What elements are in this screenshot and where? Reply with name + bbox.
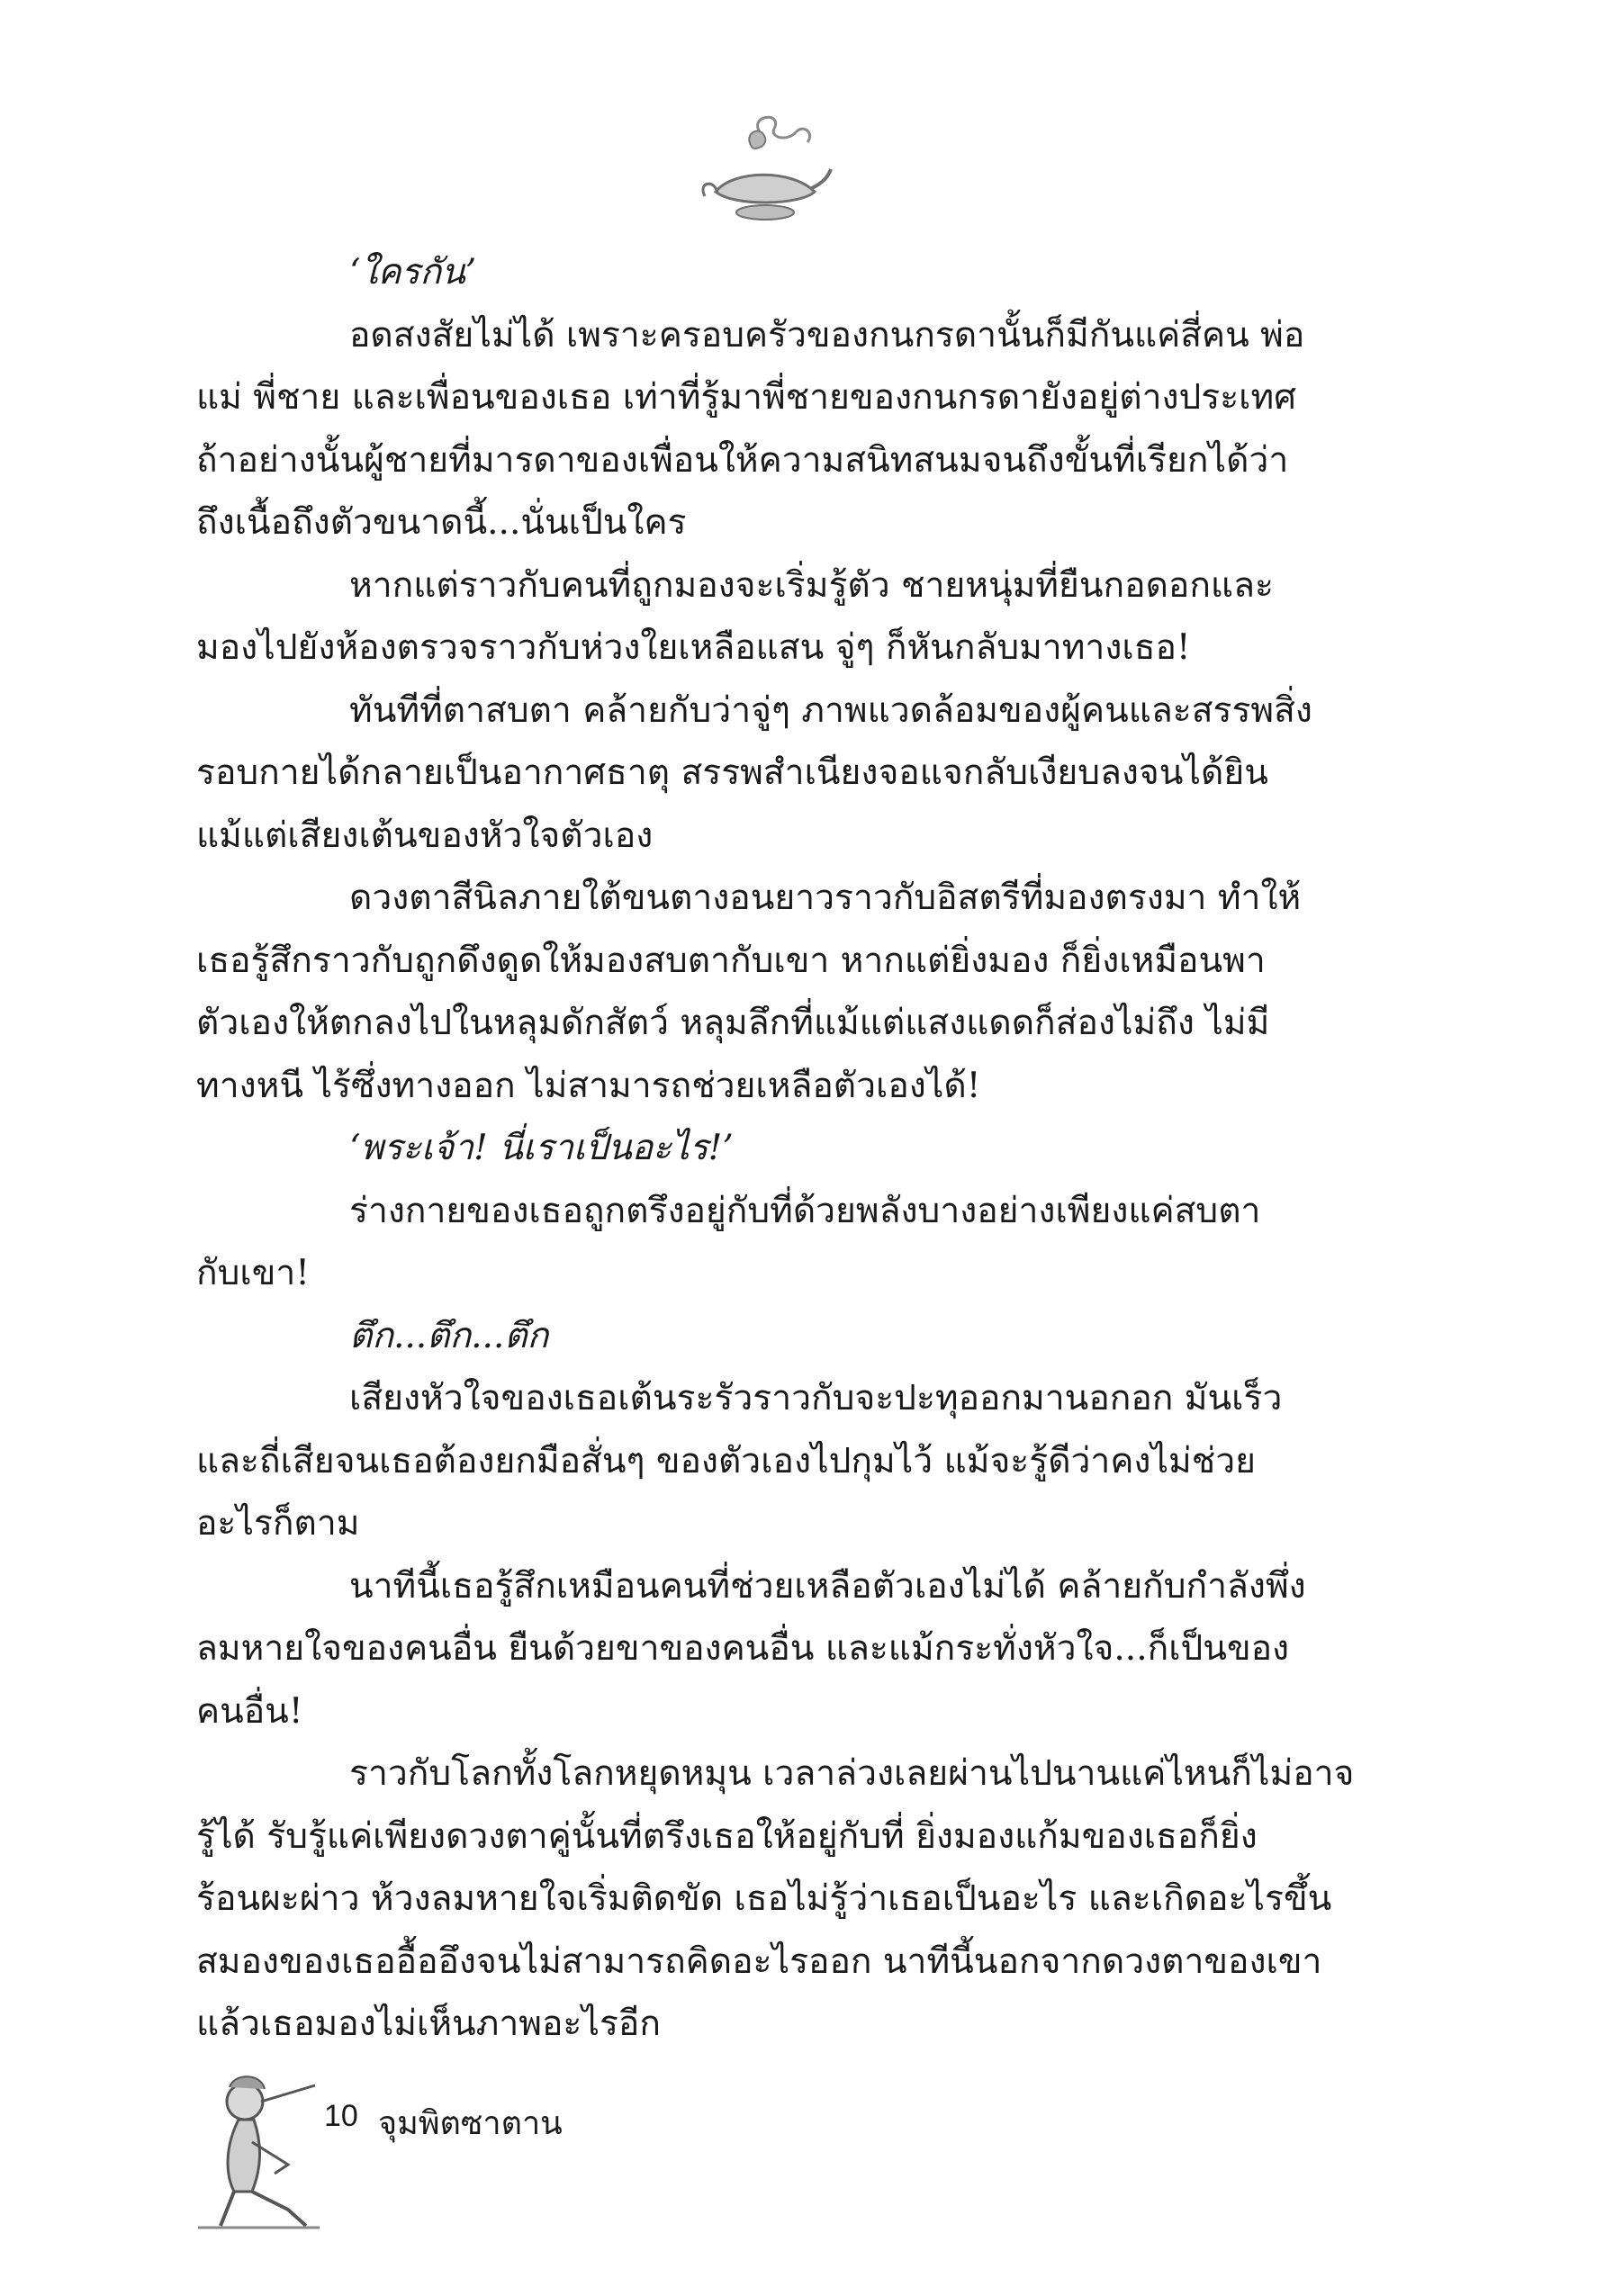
text-line: รู้ได้ รับรู้แค่เพียงดวงตาคู่นั้นที่ตรึงเธอให้อยู่กับที่ ยิ่งมองแก้มของเธอก็ยิ่ง: [196, 1815, 1258, 1857]
text-line: ทางหนี ไร้ซึ่งทางออก ไม่สามารถช่วยเหลือตัวเองได้!: [196, 1065, 981, 1106]
text-line: แม่ พี่ชาย และเพื่อนของเธอ เท่าที่รู้มาพี่ชายของกนกรดายังอยู่ต่างประเทศ: [196, 377, 1296, 418]
text-line: ‘พระเจ้า! นี่เราเป็นอะไร!’: [349, 1128, 734, 1168]
text-line: ร่างกายของเธอถูกตรึงอยู่กับที่ด้วยพลังบางอย่างเพียงแค่สบตา: [349, 1190, 1261, 1231]
text-line: ราวกับโลกทั้งโลกหยุดหมุน เวลาล่วงเลยผ่านไปนานแค่ไหนก็ไม่อาจ: [349, 1753, 1355, 1794]
text-line: ถ้าอย่างนั้นผู้ชายที่มารดาของเพื่อนให้ความสนิทสนมจนถึงขั้นที่เรียกได้ว่า: [196, 439, 1289, 481]
text-line: อดสงสัยไม่ได้ เพราะครอบครัวของกนกรดานั้นก็มีกันแค่สี่คน พ่อ: [349, 314, 1305, 356]
text-line: ทันทีที่ตาสบตา คล้ายกับว่าจู่ๆ ภาพแวดล้อมของผู้คนและสรรพสิ่ง: [349, 689, 1312, 731]
text-line: แม้แต่เสียงเต้นของหัวใจตัวเอง: [196, 815, 654, 856]
text-line: ดวงตาสีนิลภายใต้ขนตางอนยาวราวกับอิสตรีที่มองตรงมา ทำให้: [349, 878, 1302, 918]
text-line: ลมหายใจของคนอื่น ยืนด้วยขาของคนอื่น และแม้กระทั่งหัวใจ...ก็เป็นของ: [196, 1628, 1290, 1669]
text-line: กับเขา!: [196, 1253, 310, 1293]
text-line: อะไรก็ตาม: [196, 1503, 360, 1544]
text-line: ร้อนผะผ่าว ห้วงลมหายใจเริ่มติดขัด เธอไม่รู้ว่าเธอเป็นอะไร และเกิดอะไรขึ้น: [196, 1878, 1332, 1919]
text-line: มองไปยังห้องตรวจราวกับห่วงใยเหลือแสน จู่ๆ ก็หันกลับมาทางเธอ!: [196, 627, 1191, 668]
text-line: สมองของเธออื้ออึงจนไม่สามารถคิดอะไรออก นาทีนี้นอกจากดวงตาของเขา: [196, 1940, 1322, 1982]
text-line: ตึก...ตึก...ตึก: [349, 1315, 549, 1356]
text-line: คนอื่น!: [196, 1690, 303, 1732]
text-line: รอบกายได้กลายเป็นอากาศธาตุ สรรพสำเนียงจอแจกลับเงียบลงจนได้ยิน: [196, 752, 1268, 793]
text-line: และถี่เสียจนเธอต้องยกมือสั่นๆ ของตัวเองไปกุมไว้ แม้จะรู้ดีว่าคงไม่ช่วย: [196, 1440, 1256, 1481]
magic-lamp-icon: [698, 106, 833, 232]
text-line: หากแต่ราวกับคนที่ถูกมองจะเริ่มรู้ตัว ชายหนุ่มที่ยืนกอดอกและ: [349, 564, 1274, 606]
text-line: เธอรู้สึกราวกับถูกดึงดูดให้มองสบตากับเขา หากแต่ยิ่งมอง ก็ยิ่งเหมือนพา: [196, 940, 1266, 981]
page-number: 10: [324, 2099, 358, 2133]
text-line: ตัวเองให้ตกลงไปในหลุมดักสัตว์ หลุมลึกที่แม้แต่แสงแดดก็ส่องไม่ถึง ไม่มี: [196, 1003, 1270, 1043]
text-line: ‘ใครกัน’: [349, 252, 477, 293]
body-text: [196, 241, 1355, 2056]
book-title: จุมพิตซาตาน: [378, 2104, 563, 2141]
text-line: นาทีนี้เธอรู้สึกเหมือนคนที่ช่วยเหลือตัวเองไม่ได้ คล้ายกับกำลังพึ่ง: [349, 1565, 1306, 1607]
sitting-long-nose-figure-icon: [189, 2066, 324, 2237]
text-line: ถึงเนื้อถึงตัวขนาดนี้...นั่นเป็นใคร: [196, 502, 687, 543]
text-line: แล้วเธอมองไม่เห็นภาพอะไรอีก: [196, 2003, 661, 2044]
text-line: เสียงหัวใจของเธอเต้นระรัวราวกับจะปะทุออกมานอกอก มันเร็ว: [349, 1378, 1283, 1418]
